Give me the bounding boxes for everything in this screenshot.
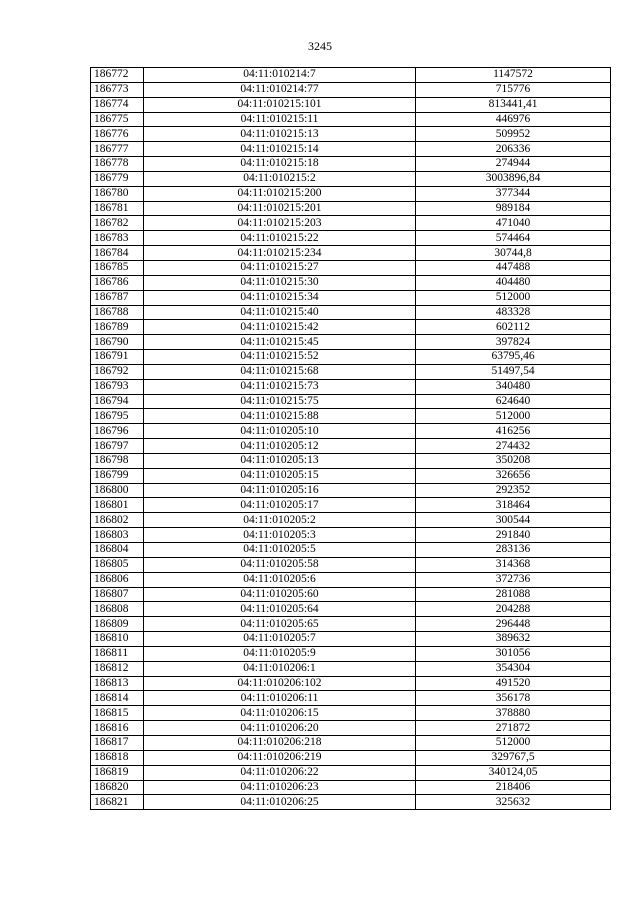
table-row	[91, 350, 611, 365]
value-cell: 271872	[416, 721, 611, 736]
value-cell: 624640	[416, 394, 611, 409]
table-row	[91, 379, 611, 394]
cadastral-number-cell: 04:11:010206:23	[144, 780, 416, 795]
cadastral-number-cell: 04:11:010205:15	[144, 468, 416, 483]
row-number-cell: 186796	[91, 424, 144, 439]
table-row	[91, 602, 611, 617]
row-number-cell: 186804	[91, 543, 144, 558]
cadastral-number-cell: 04:11:010206:11	[144, 691, 416, 706]
registry-table	[90, 67, 611, 810]
value-cell: 509952	[416, 127, 611, 142]
value-cell: 274944	[416, 157, 611, 172]
table-row	[91, 453, 611, 468]
value-cell: 292352	[416, 483, 611, 498]
table-row	[91, 676, 611, 691]
table-row	[91, 97, 611, 112]
row-number-cell: 186809	[91, 617, 144, 632]
value-cell: 340480	[416, 379, 611, 394]
row-number-cell: 186807	[91, 587, 144, 602]
cadastral-number-cell: 04:11:010206:20	[144, 721, 416, 736]
row-number-cell: 186818	[91, 750, 144, 765]
row-number-cell: 186811	[91, 646, 144, 661]
cadastral-number-cell: 04:11:010205:60	[144, 587, 416, 602]
row-number-cell: 186819	[91, 765, 144, 780]
cadastral-number-cell: 04:11:010205:9	[144, 646, 416, 661]
row-number-cell: 186785	[91, 260, 144, 275]
cadastral-number-cell: 04:11:010205:65	[144, 617, 416, 632]
row-number-cell: 186787	[91, 290, 144, 305]
value-cell: 63795,46	[416, 350, 611, 365]
cadastral-number-cell: 04:11:010206:218	[144, 735, 416, 750]
table-row	[91, 587, 611, 602]
value-cell: 340124,05	[416, 765, 611, 780]
row-number-cell: 186810	[91, 632, 144, 647]
row-number-cell: 186780	[91, 186, 144, 201]
row-number-cell: 186792	[91, 364, 144, 379]
row-number-cell: 186777	[91, 142, 144, 157]
value-cell: 30744,8	[416, 246, 611, 261]
row-number-cell: 186805	[91, 557, 144, 572]
cadastral-number-cell: 04:11:010205:64	[144, 602, 416, 617]
cadastral-number-cell: 04:11:010205:3	[144, 528, 416, 543]
cadastral-number-cell: 04:11:010206:1	[144, 661, 416, 676]
table-row	[91, 765, 611, 780]
row-number-cell: 186800	[91, 483, 144, 498]
cadastral-number-cell: 04:11:010215:88	[144, 409, 416, 424]
table-row	[91, 468, 611, 483]
table-row	[91, 201, 611, 216]
value-cell: 318464	[416, 498, 611, 513]
cadastral-number-cell: 04:11:010215:203	[144, 216, 416, 231]
row-number-cell: 186795	[91, 409, 144, 424]
cadastral-number-cell: 04:11:010214:77	[144, 82, 416, 97]
cadastral-number-cell: 04:11:010215:200	[144, 186, 416, 201]
value-cell: 274432	[416, 439, 611, 454]
row-number-cell: 186815	[91, 706, 144, 721]
table-row	[91, 750, 611, 765]
row-number-cell: 186786	[91, 275, 144, 290]
value-cell: 377344	[416, 186, 611, 201]
cadastral-number-cell: 04:11:010215:40	[144, 305, 416, 320]
value-cell: 281088	[416, 587, 611, 602]
value-cell: 471040	[416, 216, 611, 231]
value-cell: 291840	[416, 528, 611, 543]
cadastral-number-cell: 04:11:010205:58	[144, 557, 416, 572]
table-row	[91, 231, 611, 246]
table-row	[91, 646, 611, 661]
cadastral-number-cell: 04:11:010206:22	[144, 765, 416, 780]
table-row	[91, 795, 611, 810]
value-cell: 204288	[416, 602, 611, 617]
registry-table-body	[91, 68, 611, 810]
value-cell: 404480	[416, 275, 611, 290]
value-cell: 218406	[416, 780, 611, 795]
row-number-cell: 186803	[91, 528, 144, 543]
cadastral-number-cell: 04:11:010215:73	[144, 379, 416, 394]
table-row	[91, 557, 611, 572]
row-number-cell: 186802	[91, 513, 144, 528]
value-cell: 512000	[416, 735, 611, 750]
table-row	[91, 335, 611, 350]
row-number-cell: 186778	[91, 157, 144, 172]
value-cell: 51497,54	[416, 364, 611, 379]
table-row	[91, 157, 611, 172]
table-row	[91, 290, 611, 305]
cadastral-number-cell: 04:11:010215:101	[144, 97, 416, 112]
row-number-cell: 186820	[91, 780, 144, 795]
value-cell: 283136	[416, 543, 611, 558]
row-number-cell: 186789	[91, 320, 144, 335]
table-row	[91, 171, 611, 186]
cadastral-number-cell: 04:11:010215:201	[144, 201, 416, 216]
value-cell: 354304	[416, 661, 611, 676]
cadastral-number-cell: 04:11:010215:30	[144, 275, 416, 290]
cadastral-number-cell: 04:11:010215:18	[144, 157, 416, 172]
cadastral-number-cell: 04:11:010206:15	[144, 706, 416, 721]
table-row	[91, 617, 611, 632]
row-number-cell: 186813	[91, 676, 144, 691]
row-number-cell: 186816	[91, 721, 144, 736]
table-row	[91, 409, 611, 424]
table-row	[91, 632, 611, 647]
value-cell: 329767,5	[416, 750, 611, 765]
row-number-cell: 186776	[91, 127, 144, 142]
cadastral-number-cell: 04:11:010215:52	[144, 350, 416, 365]
cadastral-number-cell: 04:11:010215:13	[144, 127, 416, 142]
value-cell: 512000	[416, 409, 611, 424]
value-cell: 206336	[416, 142, 611, 157]
cadastral-number-cell: 04:11:010215:22	[144, 231, 416, 246]
value-cell: 350208	[416, 453, 611, 468]
value-cell: 296448	[416, 617, 611, 632]
row-number-cell: 186791	[91, 350, 144, 365]
table-row	[91, 735, 611, 750]
row-number-cell: 186797	[91, 439, 144, 454]
value-cell: 300544	[416, 513, 611, 528]
row-number-cell: 186817	[91, 735, 144, 750]
cadastral-number-cell: 04:11:010215:11	[144, 112, 416, 127]
row-number-cell: 186812	[91, 661, 144, 676]
table-row	[91, 112, 611, 127]
cadastral-number-cell: 04:11:010205:16	[144, 483, 416, 498]
table-row	[91, 528, 611, 543]
cadastral-number-cell: 04:11:010215:34	[144, 290, 416, 305]
row-number-cell: 186773	[91, 82, 144, 97]
value-cell: 326656	[416, 468, 611, 483]
cadastral-number-cell: 04:11:010205:17	[144, 498, 416, 513]
table-row	[91, 439, 611, 454]
cadastral-number-cell: 04:11:010215:14	[144, 142, 416, 157]
cadastral-number-cell: 04:11:010206:219	[144, 750, 416, 765]
value-cell: 491520	[416, 676, 611, 691]
cadastral-number-cell: 04:11:010205:2	[144, 513, 416, 528]
row-number-cell: 186801	[91, 498, 144, 513]
cadastral-number-cell: 04:11:010205:7	[144, 632, 416, 647]
cadastral-number-cell: 04:11:010206:102	[144, 676, 416, 691]
cadastral-number-cell: 04:11:010215:68	[144, 364, 416, 379]
table-row	[91, 186, 611, 201]
row-number-cell: 186799	[91, 468, 144, 483]
table-row	[91, 513, 611, 528]
table-row	[91, 364, 611, 379]
table-row	[91, 572, 611, 587]
cadastral-number-cell: 04:11:010214:7	[144, 68, 416, 83]
value-cell: 397824	[416, 335, 611, 350]
table-row	[91, 68, 611, 83]
table-row	[91, 691, 611, 706]
row-number-cell: 186808	[91, 602, 144, 617]
row-number-cell: 186794	[91, 394, 144, 409]
table-row	[91, 721, 611, 736]
row-number-cell: 186781	[91, 201, 144, 216]
cadastral-number-cell: 04:11:010205:12	[144, 439, 416, 454]
row-number-cell: 186774	[91, 97, 144, 112]
row-number-cell: 186793	[91, 379, 144, 394]
table-row	[91, 142, 611, 157]
value-cell: 446976	[416, 112, 611, 127]
value-cell: 447488	[416, 260, 611, 275]
row-number-cell: 186806	[91, 572, 144, 587]
row-number-cell: 186821	[91, 795, 144, 810]
table-row	[91, 320, 611, 335]
table-row	[91, 483, 611, 498]
table-row	[91, 82, 611, 97]
row-number-cell: 186775	[91, 112, 144, 127]
table-row	[91, 543, 611, 558]
cadastral-number-cell: 04:11:010205:6	[144, 572, 416, 587]
value-cell: 416256	[416, 424, 611, 439]
cadastral-number-cell: 04:11:010215:234	[144, 246, 416, 261]
value-cell: 512000	[416, 290, 611, 305]
row-number-cell: 186788	[91, 305, 144, 320]
value-cell: 325632	[416, 795, 611, 810]
value-cell: 813441,41	[416, 97, 611, 112]
value-cell: 3003896,84	[416, 171, 611, 186]
cadastral-number-cell: 04:11:010215:42	[144, 320, 416, 335]
row-number-cell: 186772	[91, 68, 144, 83]
value-cell: 372736	[416, 572, 611, 587]
value-cell: 314368	[416, 557, 611, 572]
row-number-cell: 186784	[91, 246, 144, 261]
value-cell: 715776	[416, 82, 611, 97]
row-number-cell: 186798	[91, 453, 144, 468]
value-cell: 389632	[416, 632, 611, 647]
table-row	[91, 780, 611, 795]
table-row	[91, 275, 611, 290]
value-cell: 378880	[416, 706, 611, 721]
table-row	[91, 260, 611, 275]
cadastral-number-cell: 04:11:010206:25	[144, 795, 416, 810]
cadastral-number-cell: 04:11:010205:10	[144, 424, 416, 439]
value-cell: 483328	[416, 305, 611, 320]
value-cell: 301056	[416, 646, 611, 661]
value-cell: 989184	[416, 201, 611, 216]
value-cell: 574464	[416, 231, 611, 246]
table-row	[91, 498, 611, 513]
table-row	[91, 127, 611, 142]
table-row	[91, 394, 611, 409]
value-cell: 1147572	[416, 68, 611, 83]
table-row	[91, 706, 611, 721]
row-number-cell: 186782	[91, 216, 144, 231]
table-row	[91, 216, 611, 231]
cadastral-number-cell: 04:11:010215:27	[144, 260, 416, 275]
value-cell: 356178	[416, 691, 611, 706]
table-row	[91, 246, 611, 261]
cadastral-number-cell: 04:11:010215:75	[144, 394, 416, 409]
cadastral-number-cell: 04:11:010215:45	[144, 335, 416, 350]
value-cell: 602112	[416, 320, 611, 335]
cadastral-number-cell: 04:11:010215:2	[144, 171, 416, 186]
row-number-cell: 186779	[91, 171, 144, 186]
page-number: 3245	[308, 39, 332, 53]
row-number-cell: 186783	[91, 231, 144, 246]
table-row	[91, 424, 611, 439]
cadastral-number-cell: 04:11:010205:13	[144, 453, 416, 468]
table-row	[91, 661, 611, 676]
cadastral-number-cell: 04:11:010205:5	[144, 543, 416, 558]
row-number-cell: 186790	[91, 335, 144, 350]
table-row	[91, 305, 611, 320]
row-number-cell: 186814	[91, 691, 144, 706]
